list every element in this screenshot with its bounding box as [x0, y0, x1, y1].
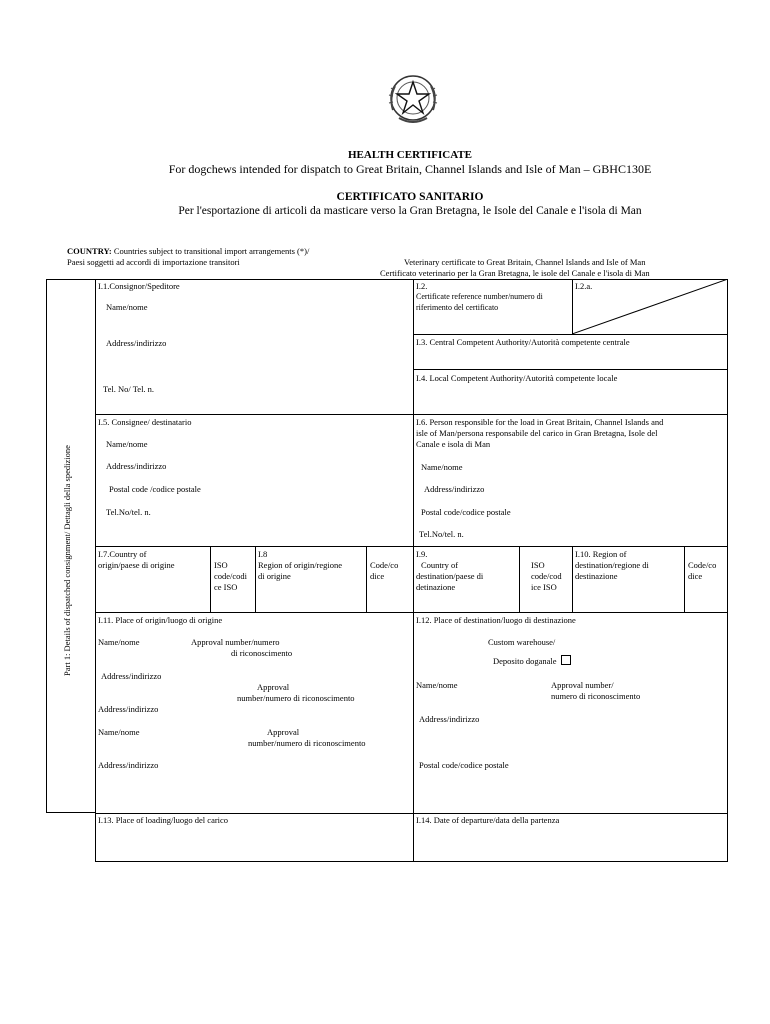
i12-custom1: Custom warehouse/ — [488, 637, 556, 647]
i2-desc1: Certificate reference number/numero di — [416, 292, 543, 301]
vet-cert-line1: Veterinary certificate to Great Britain, Channel Islands and Isle of Man — [404, 257, 646, 267]
i8-line1: I.8 — [258, 549, 268, 559]
i12-custom2-row — [493, 655, 571, 666]
i9-iso1: ISO — [531, 560, 545, 570]
i11-approval3-b: number/numero di riconoscimento — [248, 738, 366, 748]
i8-line3: di origine — [258, 571, 291, 581]
i11-approval2-b: number/numero di riconoscimento — [237, 693, 355, 703]
subtitle-en: For dogchews intended for dispatch to Great Britain, Channel Islands and Isle of Man – GBHC130E — [168, 162, 652, 176]
col-line-code2 — [684, 546, 685, 612]
i9-iso3: ice ISO — [531, 582, 557, 592]
row-line-i7 — [95, 546, 728, 547]
i12-approval-a[interactable]: Approval number/ — [551, 680, 614, 690]
i10-line3: destinazione — [575, 571, 618, 581]
i14-label[interactable]: I.14. Date of departure/data della partenza — [416, 815, 560, 825]
i11-name[interactable]: Name/nome — [98, 637, 140, 647]
i10-code1: Code/co — [688, 560, 717, 570]
row-line-i13 — [95, 813, 728, 814]
i12-postal[interactable]: Postal code/codice postale — [419, 760, 509, 770]
i11-address[interactable]: Address/indirizzo — [101, 671, 162, 681]
i11-approval3-a[interactable]: Approval — [267, 727, 300, 737]
i12-address[interactable]: Address/indirizzo — [419, 714, 480, 724]
i5-address[interactable]: Address/indirizzo — [106, 461, 167, 471]
i7-line1: I.7.Country of — [98, 549, 147, 559]
i7-iso1: ISO — [214, 560, 228, 570]
i10-line1: I.10. Region of — [575, 549, 627, 559]
i11-approval1-a[interactable]: Approval number/numero — [191, 637, 280, 647]
title-en: HEALTH CERTIFICATE — [347, 149, 472, 161]
i11-approval1-b: di riconoscimento — [231, 648, 293, 658]
country-line1 — [67, 246, 309, 256]
row-line-i4 — [413, 369, 728, 370]
i1-address[interactable]: Address/indirizzo — [106, 338, 167, 348]
i11-name2[interactable]: Name/nome — [98, 727, 140, 737]
i5-tel[interactable]: Tel.No/tel. n. — [106, 507, 151, 517]
i1-name[interactable]: Name/nome — [106, 302, 148, 312]
i7-iso3: ce ISO — [214, 582, 238, 592]
i1-label: I.1.Consignor/Speditore — [98, 281, 180, 291]
i6-postal[interactable]: Postal code/codice postale — [421, 507, 511, 517]
custom-warehouse-checkbox[interactable] — [561, 655, 571, 665]
italian-republic-emblem — [385, 70, 441, 126]
vet-cert-line2: Certificato veterinario per la Gran Bretagna, le isole del Canale e l'isola di Man — [380, 268, 650, 278]
i2a-label: I.2.a. — [575, 281, 593, 291]
col-line-iso1 — [210, 546, 211, 612]
main-table — [95, 279, 728, 862]
i8-code2: dice — [370, 571, 385, 581]
i8-line2: Region of origin/regione — [258, 560, 343, 570]
i13-label[interactable]: I.13. Place of loading/luogo del carico — [98, 815, 229, 825]
i2a-diagonal — [572, 279, 728, 334]
i5-postal[interactable]: Postal code /codice postale — [109, 484, 201, 494]
i11-label: I.11. Place of origin/luogo di origine — [98, 615, 223, 625]
subtitle-it: Per l'esportazione di articoli da masticare verso la Gran Bretagna, le Isole del Canale e l'isola di Man — [178, 205, 642, 217]
i6-tel[interactable]: Tel.No/tel. n. — [419, 529, 464, 539]
i9-iso2: code/cod — [531, 571, 562, 581]
row-line-i11 — [95, 612, 728, 613]
i9-line2: Country of — [421, 560, 459, 570]
i2-desc2: riferimento del certificato — [416, 303, 499, 312]
i12-name[interactable]: Name/nome — [416, 680, 458, 690]
i6-line2: isle of Man/persona responsabile del carico in Gran Bretagna, Isole del — [416, 428, 658, 438]
i6-address[interactable]: Address/indirizzo — [424, 484, 485, 494]
i2-label: I.2. — [416, 281, 428, 291]
i4-label[interactable]: I.4. Local Competent Authority/Autorità competente locale — [416, 373, 618, 383]
col-line-i10 — [572, 546, 573, 612]
i9-line1: I.9. — [416, 549, 428, 559]
i5-name[interactable]: Name/nome — [106, 439, 148, 449]
center-divider — [413, 279, 414, 862]
col-line-code1 — [366, 546, 367, 612]
title-it: CERTIFICATO SANITARIO — [336, 191, 484, 203]
i11-approval2-a[interactable]: Approval — [257, 682, 290, 692]
i1-tel[interactable]: Tel. No/ Tel. n. — [103, 384, 155, 394]
i10-line2: destination/regione di — [575, 560, 649, 570]
i12-approval-b: numero di riconoscimento — [551, 691, 641, 701]
col-line-iso2 — [519, 546, 520, 612]
country-desc: Countries subject to transitional import arrangements (*)/ — [111, 246, 310, 256]
i10-code2: dice — [688, 571, 703, 581]
i3-label[interactable]: I.3. Central Competent Authority/Autorità competente centrale — [416, 337, 630, 347]
col-line-i8 — [255, 546, 256, 612]
i6-name[interactable]: Name/nome — [421, 462, 463, 472]
country-label: COUNTRY: — [67, 246, 112, 256]
i11-address3[interactable]: Address/indirizzo — [98, 760, 159, 770]
i9-line4: detinazione — [416, 582, 456, 592]
i11-address2[interactable]: Address/indirizzo — [98, 704, 159, 714]
i9-line3: destination/paese di — [416, 571, 484, 581]
i7-line2: origin/paese di origine — [98, 560, 175, 570]
i12-label: I.12. Place of destination/luogo di destinazione — [416, 615, 576, 625]
i7-iso2: code/codi — [214, 571, 248, 581]
i8-code1: Code/co — [370, 560, 399, 570]
i6-line1: I.6. Person responsible for the load in Great Britain, Channel Islands and — [416, 417, 664, 427]
i6-line3: Canale e isola di Man — [416, 439, 491, 449]
row-line-i3 — [413, 334, 728, 335]
i5-label: I.5. Consignee/ destinatario — [98, 417, 192, 427]
i12-custom2: Deposito doganale — [493, 656, 557, 666]
country-line2: Paesi soggetti ad accordi di importazione transitori — [67, 257, 240, 267]
row-line-i5 — [95, 414, 728, 415]
